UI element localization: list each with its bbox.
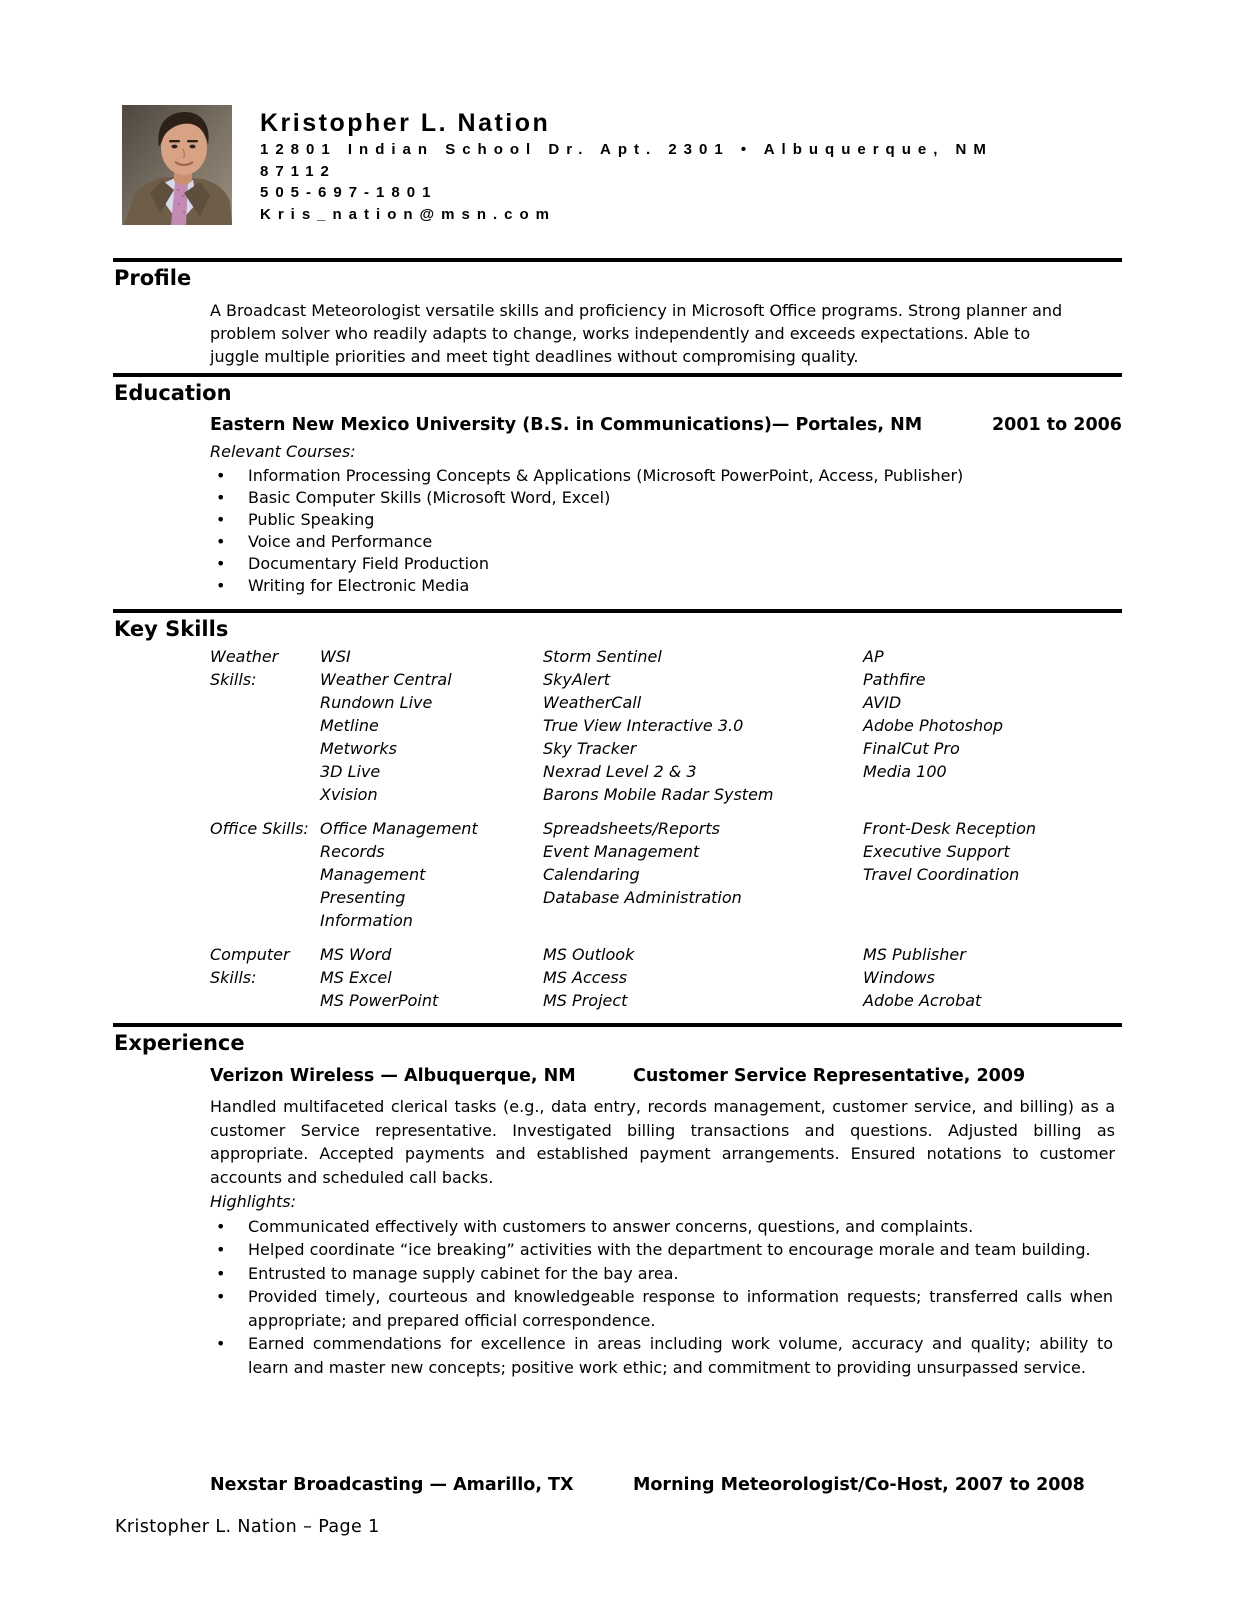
job-title: Customer Service Representative, 2009 [633, 1066, 1026, 1086]
course-item: • Basic Computer Skills (Microsoft Word, Excel) [210, 487, 1122, 509]
key-skills-table [210, 645, 1122, 1012]
skills-group-label: Computer Skills: [210, 945, 290, 987]
headshot-photo [122, 105, 232, 225]
skill-item: Storm Sentinel [543, 647, 662, 666]
highlight-item: • Provided timely, courteous and knowledgeable response to information requests; transferred calls when appropriate; and prepared official correspondence. [210, 1285, 1113, 1332]
skill-item: Database Administration [543, 888, 742, 907]
skill-item: Travel Coordination [863, 865, 1020, 884]
job-description: Handled multifaceted clerical tasks (e.g., data entry, records management, customer service, and billing) as a customer Service representative. Investigated billing transactions and questions. Adjusted billing as appropriate. Accepted payments and established payment arrangements. Ensured notations to customer accounts and scheduled call backs. [210, 1097, 1115, 1187]
skill-item: MS Outlook [543, 945, 635, 964]
education-entry [210, 414, 1122, 436]
skill-item: Front-Desk Reception [863, 819, 1037, 838]
school-name: Eastern New Mexico University (B.S. in Communications)— Portales, NM [210, 415, 923, 435]
skill-item: 3D Live [320, 762, 381, 781]
highlight-item: • Earned commendations for excellence in areas including work volume, accuracy and quality; ability to learn and master new concepts; positive work ethic; and commitment to providing unsurpassed service. [210, 1332, 1113, 1379]
skills-column-1 [320, 817, 543, 932]
course-item: • Public Speaking [210, 509, 1122, 531]
skill-item: Spreadsheets/Reports [543, 819, 720, 838]
resume-header [113, 105, 1122, 225]
skill-item: MS Publisher [863, 945, 966, 964]
highlight-item: • Communicated effectively with customers to answer concerns, questions, and complaints. [210, 1215, 1113, 1239]
highlights-label: Highlights: [210, 1192, 296, 1211]
skill-item: MS Access [543, 968, 628, 987]
skill-item: Event Management [543, 842, 700, 861]
skills-group-label: Weather Skills: [210, 647, 279, 689]
address-line-2: 87112 [260, 162, 336, 180]
phone-number: 505-697-1801 [260, 184, 438, 201]
skill-item: WeatherCall [543, 693, 642, 712]
skill-item: Metline [320, 716, 379, 735]
job-employer: Nexstar Broadcasting — Amarillo, TX [210, 1475, 574, 1495]
skill-item: Windows [863, 968, 935, 987]
job-header-nexstar [210, 1474, 1122, 1496]
skill-item: Weather Central [320, 670, 452, 689]
skills-column-2 [543, 943, 863, 1012]
skill-item: Rundown Live [320, 693, 433, 712]
skills-column-1 [320, 645, 543, 806]
skill-item: Executive Support [863, 842, 1010, 861]
profile-heading: Profile [114, 266, 192, 290]
course-item: • Information Processing Concepts & Applications (Microsoft PowerPoint, Access, Publisher) [210, 465, 1122, 487]
skills-column-3 [863, 943, 1122, 1012]
skill-item: SkyAlert [543, 670, 610, 689]
section-divider [113, 373, 1122, 377]
job-title: Morning Meteorologist/Co-Host, 2007 to 2008 [633, 1475, 1085, 1495]
skills-group-label: Office Skills: [210, 819, 309, 838]
skill-item: MS PowerPoint [320, 991, 439, 1010]
education-heading: Education [114, 381, 232, 405]
skill-item: Pathfire [863, 670, 926, 689]
page-footer: Kristopher L. Nation – Page 1 [115, 1517, 380, 1537]
experience-heading: Experience [114, 1031, 245, 1055]
skill-item: Adobe Photoshop [863, 716, 1004, 735]
skill-item: MS Word [320, 945, 392, 964]
skill-item: Nexrad Level 2 & 3 [543, 762, 697, 781]
address-line-1: 12801 Indian School Dr. Apt. 2301 • Albuquerque, NM [260, 141, 993, 158]
course-item: • Documentary Field Production [210, 553, 1122, 575]
job-employer: Verizon Wireless — Albuquerque, NM [210, 1066, 576, 1086]
candidate-name: Kristopher L. Nation [260, 109, 551, 137]
section-divider [113, 609, 1122, 613]
skill-item: MS Project [543, 991, 628, 1010]
education-dates: 2001 to 2006 [992, 415, 1122, 435]
skill-item: WSI [320, 647, 351, 666]
courses-label: Relevant Courses: [210, 442, 356, 461]
skills-column-2 [543, 817, 863, 932]
skills-group-computer [210, 943, 1122, 1012]
skill-item: Xvision [320, 785, 378, 804]
headshot-illustration [122, 105, 232, 225]
skill-item: Adobe Acrobat [863, 991, 982, 1010]
highlights-list [210, 1215, 1113, 1380]
courses-list [210, 465, 1122, 597]
skill-item: True View Interactive 3.0 [543, 716, 744, 735]
skill-item: Calendaring [543, 865, 640, 884]
skills-group-office [210, 817, 1122, 932]
skill-item: Sky Tracker [543, 739, 637, 758]
skill-item: Media 100 [863, 762, 947, 781]
section-divider [113, 1023, 1122, 1027]
key-skills-heading: Key Skills [114, 617, 229, 641]
skills-column-3 [863, 645, 1122, 806]
resume-page [113, 0, 1122, 1538]
skills-group-weather [210, 645, 1122, 806]
contact-block [260, 105, 993, 225]
skill-item: Records Management [320, 842, 426, 884]
skills-column-2 [543, 645, 863, 806]
section-divider [113, 258, 1122, 262]
skill-item: FinalCut Pro [863, 739, 960, 758]
skill-item: AP [863, 647, 884, 666]
email-address: Kris_nation@msn.com [260, 205, 556, 223]
highlight-item: • Helped coordinate “ice breaking” activities with the department to encourage morale and team building. [210, 1238, 1113, 1262]
skill-item: Office Management [320, 819, 478, 838]
skill-item: Presenting Information [320, 888, 413, 930]
profile-summary: A Broadcast Meteorologist versatile skills and proficiency in Microsoft Office programs. Strong planner and problem solver who readily adapts to change, works independently and exceeds expectations. Able to juggle multiple priorities and meet tight deadlines without compromising quality. [210, 301, 1063, 366]
course-item: • Writing for Electronic Media [210, 575, 1122, 597]
skills-column-3 [863, 817, 1122, 932]
skills-column-1 [320, 943, 543, 1012]
course-item: • Voice and Performance [210, 531, 1122, 553]
job-header-verizon [210, 1065, 1122, 1087]
skill-item: Barons Mobile Radar System [543, 785, 774, 804]
skill-item: MS Excel [320, 968, 392, 987]
highlight-item: • Entrusted to manage supply cabinet for the bay area. [210, 1262, 1113, 1286]
skill-item: AVID [863, 693, 902, 712]
skill-item: Metworks [320, 739, 397, 758]
